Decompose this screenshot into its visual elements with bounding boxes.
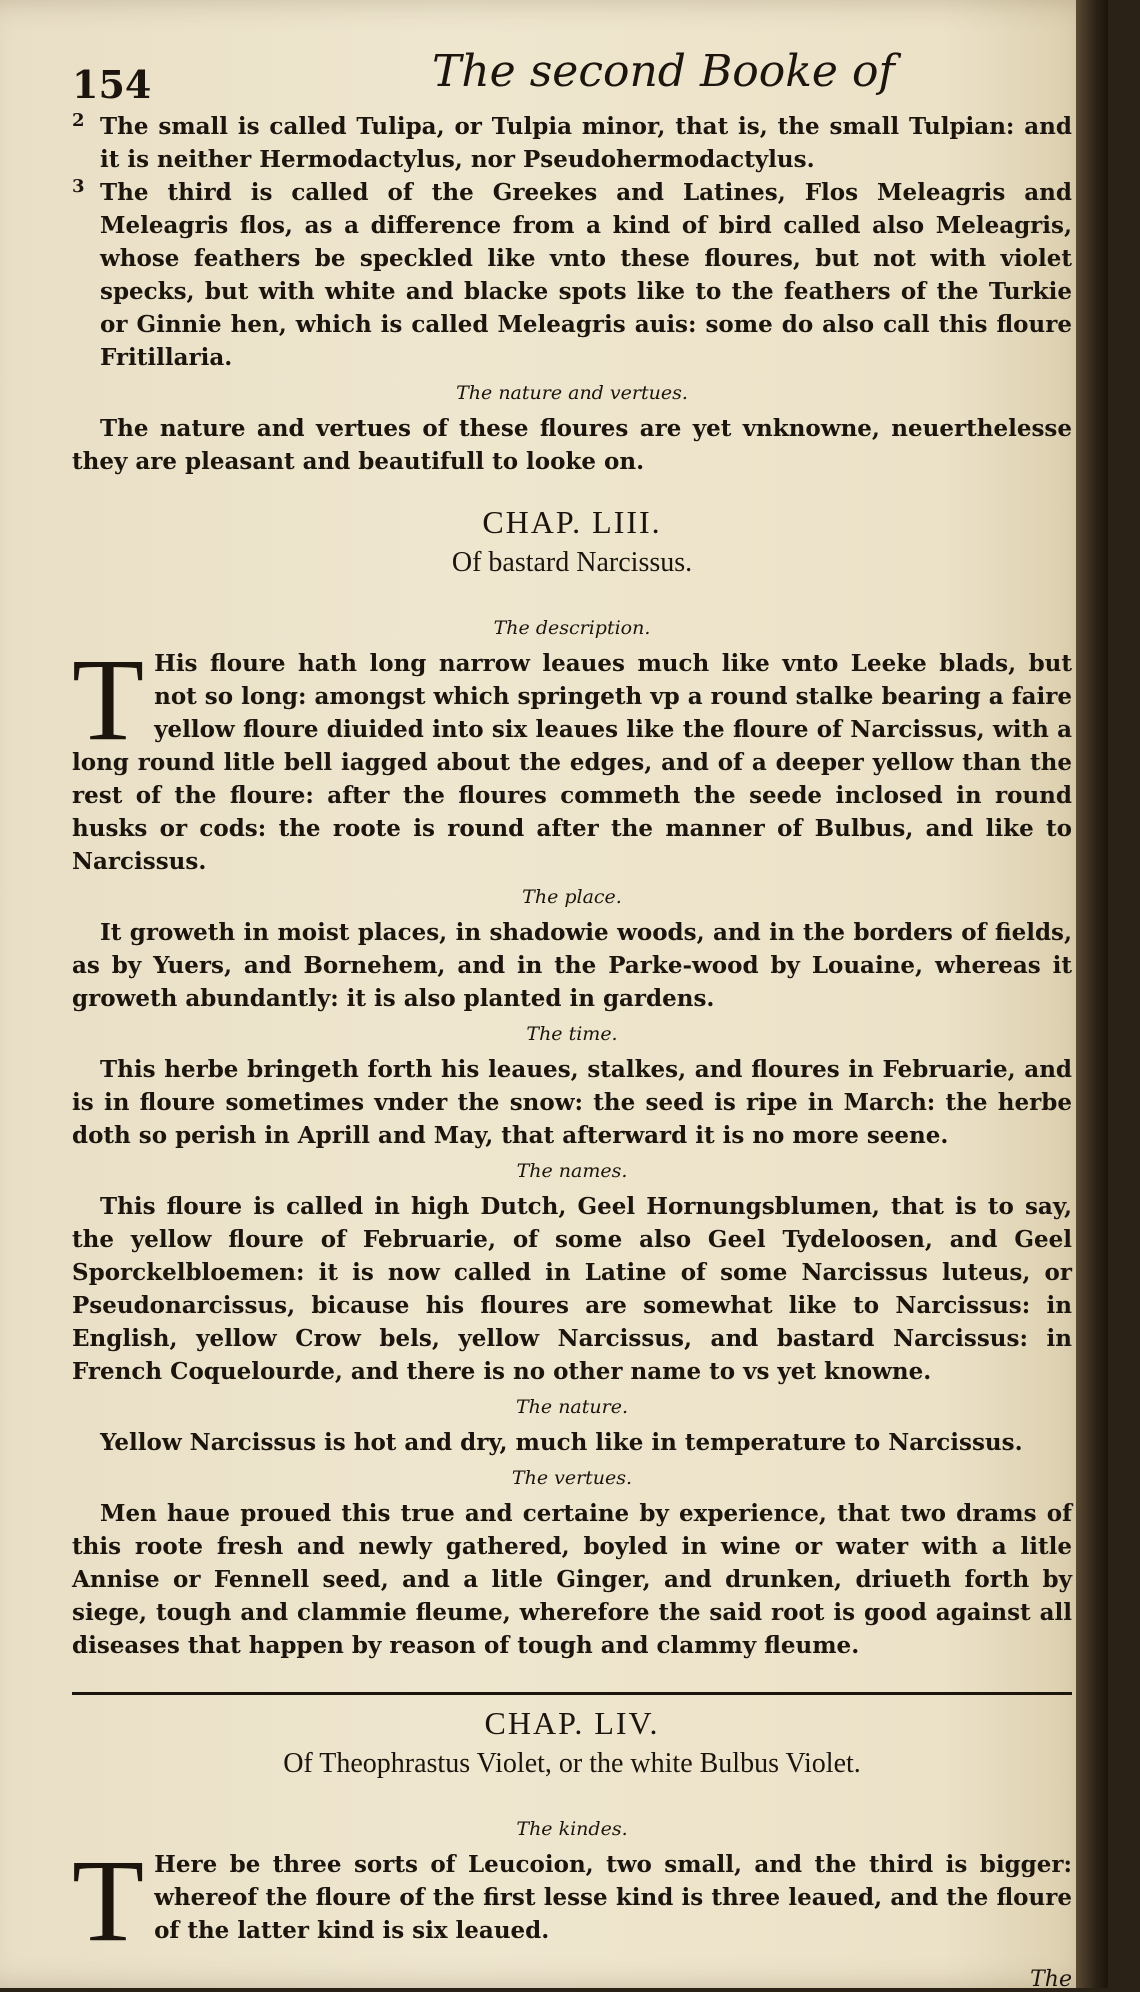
drop-cap: T [72,1835,145,1966]
kindes-text [72,1835,1072,1966]
chapter-title: Of Theophrastus Violet, or the white Bulbus Violet. [283,1748,861,1779]
chapter-title: Of bastard Narcissus. [451,547,693,578]
chapter-label: CHAP. LIV. [484,1705,660,1741]
page-number: 154 [72,62,152,107]
section-heading-nature: The nature. [516,1396,628,1418]
vertues-text: Men haue proued this true and certaine by experience, that two drams of this roote fresh and newly gathered, boyled in wine or water with a litle Annise or Fennell seed, and a litle Ginger, and drunken, driueth forth by siege, tough and clammie fleume, wherefore the said root is good against all diseases that happen by reason of tough and clammy fleume. [72,1500,1072,1659]
page-edge [1076,0,1108,1988]
description-body: His floure hath long narrow leaues much like vnto Leeke blads, but not so long: amongst which springeth vp a round stalke bearing a faire yellow floure diuided into six leaues like the floure of Narcissus, with a long round litle bell iagged about the edges, and of a deeper yellow than the rest of the floure: after the floures commeth the seede inclosed in round husks or cods: the roote is round after the manner of Bulbus, and like to Narcissus. [72,650,1072,875]
place-text: It groweth in moist places, in shadowie woods, and in the borders of fields, as by Yuers, and Bornehem, and in the Parke-wood by Louaine, whereas it groweth abundantly: it is also planted in gardens. [72,919,1072,1012]
section-heading-kindes: The kindes. [516,1818,628,1840]
section-heading-nature-vertues: The nature and vertues. [456,382,688,404]
drop-cap: T [72,634,145,765]
paragraph-number: 2 [72,110,85,131]
names-text: This floure is called in high Dutch, Geel Hornungsblumen, that is to say, the yellow floure of Februarie, of some also Geel Tydeloosen, and Geel Sporckelbloemen: it is now called in Latine of some Narcissus luteus, or Pseudonarcissus, bicause his floures are somewhat like to Narcissus: in English, yellow Crow bels, yellow Narcissus, and bastard Narcissus: in French Coquelourde, and there is no other name to vs yet knowne. [72,1193,1072,1385]
kindes-body: Here be three sorts of Leucoion, two small, and the third is bigger: whereof the floure of the first lesse kind is three leaued, and the floure of the latter kind is six leaued. [154,1851,1072,1944]
description-text [72,634,1072,878]
time-text: This herbe bringeth forth his leaues, stalkes, and floures in Februarie, and is in floure sometimes vnder the snow: the seed is ripe in March: the herbe doth so perish in Aprill and May, that afterward it is no more seene. [72,1056,1072,1149]
paragraph-number: 3 [72,176,85,197]
section-heading-names: The names. [516,1160,628,1182]
paragraph-text: The small is called Tulipa, or Tulpia minor, that is, the small Tulpian: and it is neither Hermodactylus, nor Pseudohermodactylus. [100,113,1072,173]
paragraph-text: The third is called of the Greekes and Latines, Flos Meleagris and Meleagris flos, as a difference from a kind of bird called also Meleagris, whose feathers be speckled like vnto these floures, but not with violet specks, but with white and blacke spots like to the feathers of the Turkie or Ginnie hen, which is called Meleagris auis: some do also call this floure Fritillaria. [100,179,1072,371]
running-title: The second Booke of [432,46,895,97]
page-content [72,40,1072,1992]
page-header [72,40,1072,110]
section-heading-vertues: The vertues. [511,1467,633,1489]
nature-vertues-text: The nature and vertues of these floures are yet vnknowne, neuerthelesse they are pleasant and beautifull to looke on. [72,415,1072,475]
chapter-label: CHAP. LIII. [482,504,662,540]
vertues-block [72,1497,1072,1662]
catchword: The [1030,1967,1072,1992]
paragraph-2 [72,110,1072,176]
section-heading-place: The place. [522,886,622,908]
section-heading-time: The time. [526,1023,618,1045]
paragraph-3 [72,176,1072,374]
section-heading-description: The description. [493,617,651,639]
nature-text: Yellow Narcissus is hot and dry, much like in temperature to Narcissus. [100,1429,1023,1456]
section-divider [72,1692,1072,1695]
